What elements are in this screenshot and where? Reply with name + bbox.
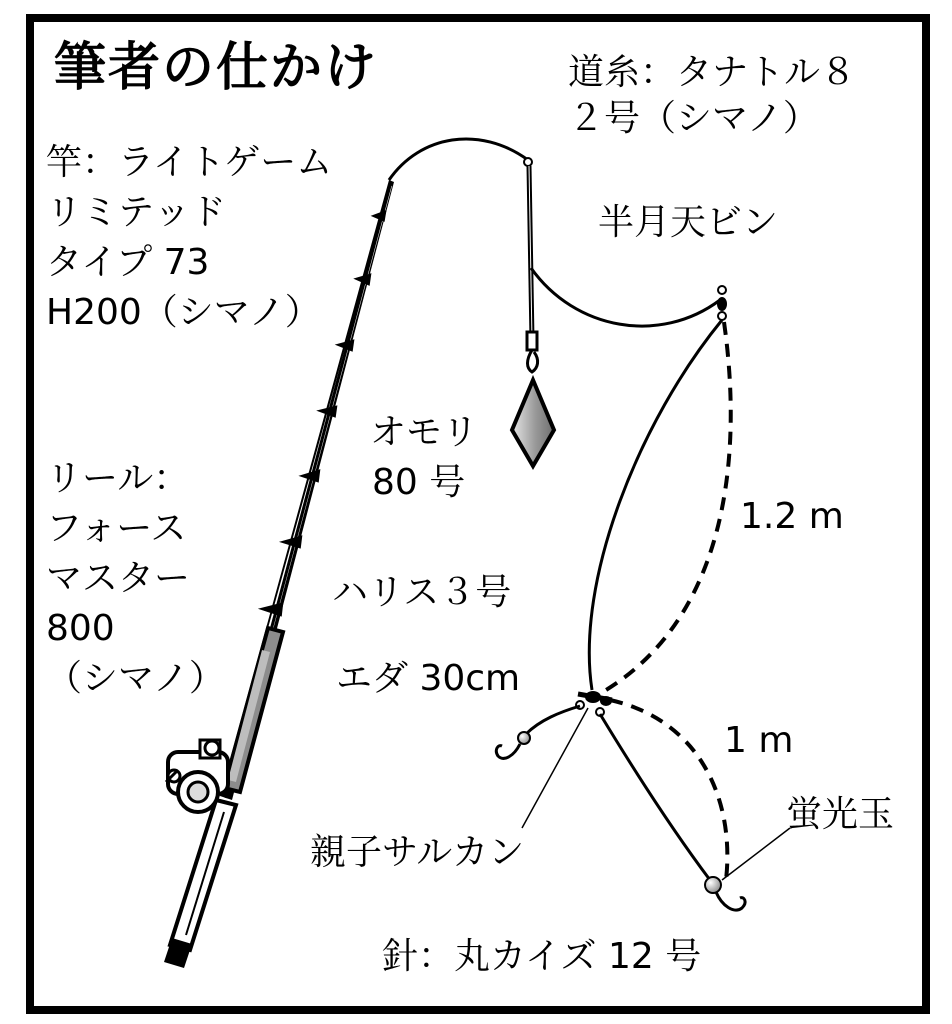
rod-label-4: H200（シマノ） [46, 292, 321, 333]
length-long-label: 1.2 m [740, 496, 844, 537]
swivel-label: 親子サルカン [310, 832, 525, 873]
swivel-callout [522, 708, 588, 828]
branch-label: エダ 30cm [336, 658, 521, 699]
length-dimension-long [606, 322, 731, 690]
branch-line [526, 706, 580, 734]
main-line-label-1: 道糸：タナトル８ [568, 52, 857, 93]
main-line-label-2: ２号（シマノ） [568, 98, 819, 139]
branch-bead [518, 732, 530, 744]
leader-line [589, 320, 722, 690]
reel-label-3: マスター [46, 558, 191, 599]
reel-label-5: （シマノ） [46, 658, 225, 699]
reel-label-2: フォース [46, 508, 187, 549]
lower-leader [600, 714, 710, 880]
harisu-label: ハリス３号 [332, 572, 512, 613]
hook-icon [716, 892, 745, 910]
sinker-label-1: オモリ [370, 412, 479, 453]
bead-callout [722, 828, 790, 880]
length-short-label: 1 m [724, 720, 794, 761]
diagram-title: 筆者の仕かけ [54, 38, 379, 98]
rod-label-3: タイプ 73 [46, 242, 210, 283]
hook-label: 針：丸カイズ 12 号 [382, 936, 702, 977]
fluorescent-bead [705, 877, 721, 893]
oyako-swivel [576, 691, 612, 716]
tenbin [527, 166, 727, 372]
reel-label-1: リール： [46, 458, 190, 499]
length-dimension-short [610, 700, 727, 880]
sinker [512, 380, 554, 466]
reel-label-4: 800 [46, 608, 115, 649]
tenbin-label: 半月天ビン [598, 202, 779, 243]
rod-label-2: リミテッド [46, 192, 227, 233]
sinker-label-2: 80 号 [372, 462, 466, 503]
rod-label-1: 竿：ライトゲーム [46, 142, 333, 183]
main-line [389, 139, 528, 180]
branch-hook-icon [496, 744, 520, 758]
bead-label: 蛍光玉 [786, 794, 895, 835]
